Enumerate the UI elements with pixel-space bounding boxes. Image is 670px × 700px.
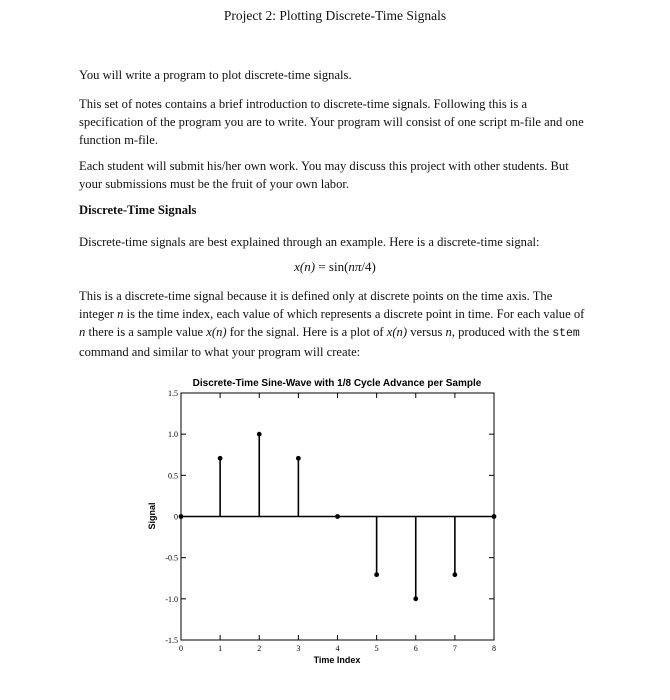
explanation-paragraph [79,287,589,361]
equation-rest: /4) [361,259,376,274]
y-tick-label: 0 [174,512,178,522]
y-axis-label: Signal [147,502,157,530]
equation-lhs: x(n) [294,259,316,274]
x-tick-label: 3 [296,644,301,653]
explanation-text: is the time index, each value of which represents a discrete point in time. For each value of [123,307,585,321]
chart-title: Discrete-Time Sine-Wave with 1/8 Cycle Advance per Sample [192,378,482,389]
stem-marker [296,456,301,461]
explanation-text: for the signal. Here is a plot of [226,325,387,339]
math-n: n [79,325,86,339]
explanation-text: there is a sample value [85,325,207,339]
stem-marker [257,432,262,437]
x-axis-label: Time Index [313,655,361,665]
stem-marker [218,456,223,461]
explanation-text: , produced with the [451,325,553,339]
stem-chart [0,365,670,675]
y-tick-label: -1.5 [165,636,178,645]
y-tick-label: 1.5 [168,389,178,398]
x-tick-label: 6 [413,644,418,653]
notes-paragraph: This set of notes contains a brief introduction to discrete-time signals. Following this is a specification of the program you are to write. Your program will consist of one script m-file and one function m-file. [79,97,584,147]
x-tick-label: 4 [335,644,340,653]
y-tick-label: 1.0 [168,430,178,440]
x-tick-label: 0 [179,644,183,653]
x-tick-label: 7 [452,644,457,653]
code-stem: stem [552,327,580,340]
stem-marker [492,514,497,519]
equation-eq: = sin( [315,259,349,274]
example-sentence: Discrete-time signals are best explained through an example. Here is a discrete-time signal: [79,235,540,249]
submission-paragraph: Each student will submit his/her own work. You may discuss this project with other students. But your submissions must be the fruit of your own labor. [79,159,569,191]
math-n: n [117,307,124,321]
math-xn: x(n) [386,325,408,339]
page-title: Project 2: Plotting Discrete-Time Signals [223,8,447,23]
stem-marker [413,596,418,601]
signal-equation [0,259,670,275]
equation-arg: nπ [348,259,362,274]
y-tick-label: -0.5 [165,553,178,563]
explanation-text: versus [407,325,446,339]
x-tick-label: 8 [492,644,496,653]
stem-marker [374,572,379,577]
x-tick-label: 1 [218,644,223,653]
x-tick-label: 5 [374,644,379,653]
explanation-text: command and similar to what your program will create: [79,345,361,359]
y-tick-label: 0.5 [168,471,178,481]
stem-marker [179,514,184,519]
explanation-text: This is a discrete-time signal because it is defined only at discrete points on the time axis. The integer [79,289,553,321]
math-xn: x(n) [206,325,227,339]
plot-area [165,389,496,653]
stem-marker [452,572,457,577]
math-n: n [445,325,452,339]
y-tick-label: -1.0 [165,594,178,604]
section-heading: Discrete-Time Signals [79,203,197,217]
stem-marker [335,514,340,519]
x-tick-label: 2 [257,644,262,653]
intro-paragraph: You will write a program to plot discrete-time signals. [79,68,352,82]
